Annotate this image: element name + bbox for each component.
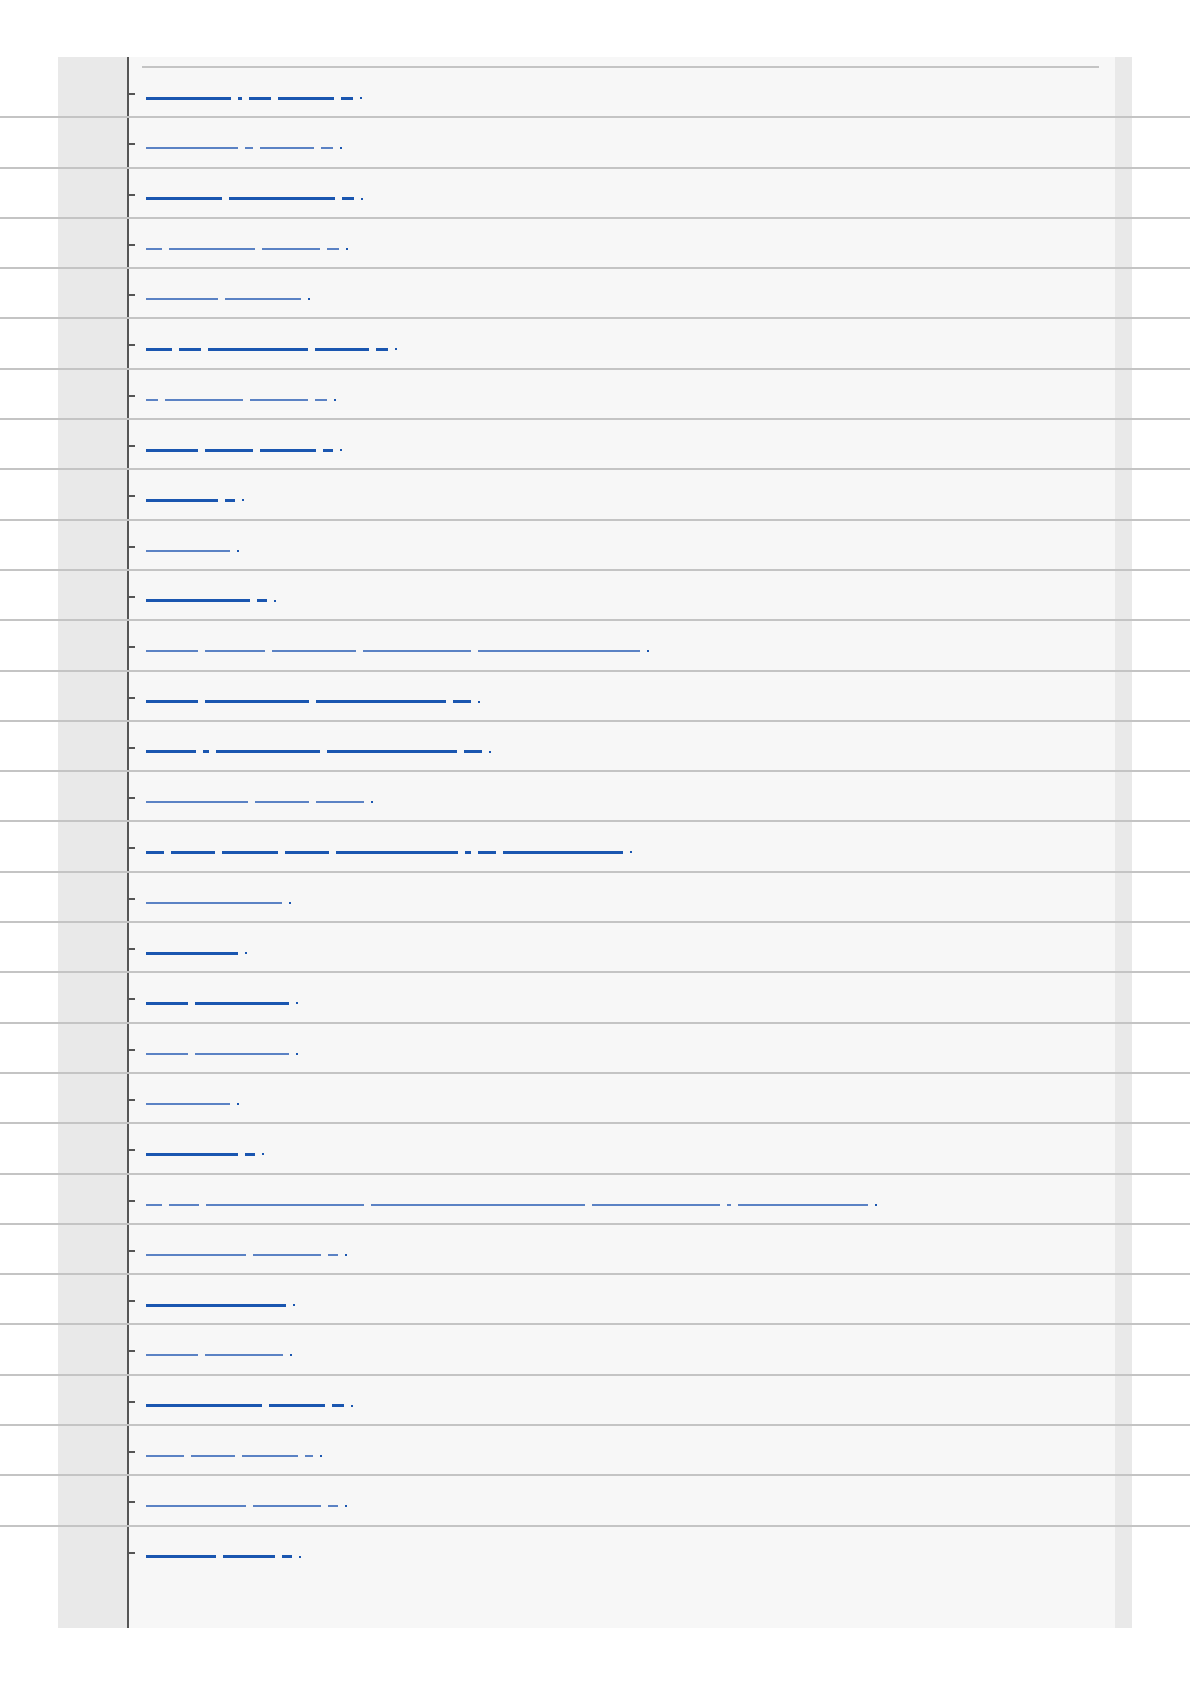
toc-link[interactable] <box>146 1024 298 1072</box>
table-of-contents <box>0 68 1190 1577</box>
toc-list-item <box>0 772 1190 822</box>
toc-link[interactable] <box>146 521 239 569</box>
link-trailing-dot <box>478 701 480 703</box>
link-underline-segment <box>203 750 209 753</box>
link-trailing-dot <box>262 1153 264 1155</box>
link-underline-segment <box>257 599 267 602</box>
toc-list-item <box>0 621 1190 671</box>
link-trailing-dot <box>299 1556 301 1558</box>
link-underline-segment <box>146 700 198 703</box>
tree-branch-tick <box>128 1149 135 1151</box>
link-underline-segment <box>146 147 238 149</box>
toc-link[interactable] <box>146 1426 322 1474</box>
tree-branch-tick <box>128 495 135 497</box>
link-underline-segment <box>245 1153 255 1156</box>
link-underline-segment <box>260 449 316 452</box>
toc-list-item <box>0 1275 1190 1325</box>
link-underline-segment <box>206 1204 364 1206</box>
toc-list-item <box>0 923 1190 973</box>
tree-branch-tick <box>128 93 135 95</box>
toc-link[interactable] <box>146 1074 239 1122</box>
link-trailing-dot <box>340 449 342 451</box>
link-underline-segment <box>146 650 198 652</box>
link-underline-segment <box>146 801 248 803</box>
tree-branch-tick <box>128 1300 135 1302</box>
link-trailing-dot <box>371 801 373 803</box>
link-underline-segment <box>332 1404 344 1407</box>
link-underline-segment <box>592 1204 720 1206</box>
link-underline-segment <box>262 248 320 250</box>
link-underline-segment <box>146 1354 198 1356</box>
link-underline-segment <box>146 197 222 200</box>
link-underline-segment <box>146 550 230 552</box>
tree-branch-tick <box>128 1401 135 1403</box>
link-underline-segment <box>255 801 309 803</box>
link-underline-segment <box>146 97 231 100</box>
tree-branch-tick <box>128 395 135 397</box>
toc-link[interactable] <box>146 68 362 116</box>
link-underline-segment <box>205 1354 283 1356</box>
link-underline-segment <box>478 851 496 854</box>
link-trailing-dot <box>242 499 244 501</box>
link-underline-segment <box>146 1153 238 1156</box>
link-underline-segment <box>376 348 388 351</box>
tree-branch-tick <box>128 1099 135 1101</box>
link-underline-segment <box>195 1053 289 1055</box>
link-underline-segment <box>146 599 250 602</box>
link-underline-segment <box>250 399 308 401</box>
link-underline-segment <box>738 1204 868 1206</box>
toc-list-item <box>0 873 1190 923</box>
link-underline-segment <box>146 1053 188 1055</box>
link-underline-segment <box>171 851 215 854</box>
toc-link[interactable] <box>146 722 491 770</box>
toc-list-item <box>0 219 1190 269</box>
toc-list-item <box>0 1074 1190 1124</box>
link-trailing-dot <box>345 1254 347 1256</box>
toc-link[interactable] <box>146 1175 877 1223</box>
tree-branch-tick <box>128 1501 135 1503</box>
link-underline-segment <box>205 650 265 652</box>
link-trailing-dot <box>630 851 632 853</box>
link-underline-segment <box>253 1505 321 1507</box>
link-underline-segment <box>269 1404 325 1407</box>
toc-link[interactable] <box>146 1527 301 1575</box>
link-trailing-dot <box>296 1053 298 1055</box>
link-underline-segment <box>146 348 172 351</box>
link-underline-segment <box>282 1555 292 1558</box>
tree-branch-tick <box>128 1200 135 1202</box>
link-underline-segment <box>146 1455 184 1457</box>
toc-link[interactable] <box>146 1325 292 1373</box>
link-underline-segment <box>260 147 314 149</box>
toc-link[interactable] <box>146 219 348 267</box>
link-underline-segment <box>315 399 327 401</box>
link-underline-segment <box>146 499 218 502</box>
toc-link[interactable] <box>146 118 342 166</box>
toc-link[interactable] <box>146 672 480 720</box>
toc-link[interactable] <box>146 420 342 468</box>
link-underline-segment <box>195 1002 289 1005</box>
toc-link[interactable] <box>146 1124 264 1172</box>
tree-branch-tick <box>128 244 135 246</box>
link-underline-segment <box>342 197 354 200</box>
toc-link[interactable] <box>146 923 247 971</box>
link-underline-segment <box>225 298 301 300</box>
toc-link[interactable] <box>146 973 298 1021</box>
link-underline-segment <box>229 197 335 200</box>
link-underline-segment <box>727 1204 731 1206</box>
tree-branch-tick <box>128 697 135 699</box>
link-trailing-dot <box>334 399 336 401</box>
link-underline-segment <box>146 449 198 452</box>
link-underline-segment <box>238 97 242 100</box>
link-underline-segment <box>371 1204 585 1206</box>
toc-link[interactable] <box>146 571 276 619</box>
toc-link[interactable] <box>146 1225 347 1273</box>
toc-link[interactable] <box>146 822 632 870</box>
link-trailing-dot <box>395 348 397 350</box>
link-underline-segment <box>503 851 623 854</box>
toc-list-item <box>0 370 1190 420</box>
toc-list-item <box>0 1024 1190 1074</box>
tree-branch-tick <box>128 898 135 900</box>
link-trailing-dot <box>293 1304 295 1306</box>
link-underline-segment <box>285 851 329 854</box>
tree-branch-tick <box>128 847 135 849</box>
tree-branch-tick <box>128 344 135 346</box>
link-trailing-dot <box>290 1354 292 1356</box>
tree-branch-tick <box>128 294 135 296</box>
link-underline-segment <box>327 750 457 753</box>
link-underline-segment <box>341 97 353 100</box>
toc-list-item <box>0 1225 1190 1275</box>
link-underline-segment <box>222 851 278 854</box>
link-trailing-dot <box>489 751 491 753</box>
toc-list-item <box>0 973 1190 1023</box>
link-underline-segment <box>216 750 320 753</box>
link-underline-segment <box>465 851 471 854</box>
tree-branch-tick <box>128 1350 135 1352</box>
link-underline-segment <box>321 147 333 149</box>
toc-list-item <box>0 169 1190 219</box>
link-underline-segment <box>169 1204 199 1206</box>
toc-link[interactable] <box>146 470 244 518</box>
toc-link[interactable] <box>146 772 373 820</box>
toc-link[interactable] <box>146 370 336 418</box>
link-underline-segment <box>305 1455 313 1457</box>
tree-branch-tick <box>128 596 135 598</box>
toc-list-item <box>0 1325 1190 1375</box>
tree-branch-tick <box>128 143 135 145</box>
tree-branch-tick <box>128 194 135 196</box>
toc-list-item <box>0 1124 1190 1174</box>
toc-list-item <box>0 822 1190 872</box>
link-trailing-dot <box>340 147 342 149</box>
link-underline-segment <box>242 1455 298 1457</box>
toc-list-item <box>0 470 1190 520</box>
toc-list-item <box>0 1175 1190 1225</box>
link-underline-segment <box>146 1002 188 1005</box>
link-underline-segment <box>249 97 271 100</box>
toc-list-item <box>0 118 1190 168</box>
link-underline-segment <box>316 700 446 703</box>
link-underline-segment <box>225 499 235 502</box>
tree-branch-tick <box>128 646 135 648</box>
toc-link[interactable] <box>146 1275 295 1323</box>
link-underline-segment <box>315 348 369 351</box>
link-underline-segment <box>191 1455 235 1457</box>
link-underline-segment <box>323 449 333 452</box>
tree-branch-tick <box>128 1250 135 1252</box>
link-underline-segment <box>146 851 164 854</box>
toc-link[interactable] <box>146 873 291 921</box>
link-trailing-dot <box>360 97 362 99</box>
link-underline-segment <box>146 1404 262 1407</box>
link-trailing-dot <box>320 1455 322 1457</box>
tree-branch-tick <box>128 948 135 950</box>
link-underline-segment <box>146 399 158 401</box>
link-underline-segment <box>327 248 339 250</box>
tree-branch-tick <box>128 1049 135 1051</box>
link-underline-segment <box>208 348 308 351</box>
link-underline-segment <box>336 851 458 854</box>
link-trailing-dot <box>289 902 291 904</box>
link-underline-segment <box>464 750 482 753</box>
toc-list-item <box>0 722 1190 772</box>
link-trailing-dot <box>351 1405 353 1407</box>
link-underline-segment <box>253 1254 321 1256</box>
link-underline-segment <box>328 1505 338 1507</box>
link-underline-segment <box>146 952 238 955</box>
toc-link[interactable] <box>146 269 310 317</box>
link-underline-segment <box>146 248 162 250</box>
link-underline-segment <box>146 902 282 904</box>
link-underline-segment <box>146 1204 162 1206</box>
toc-list-item <box>0 1376 1190 1426</box>
link-trailing-dot <box>245 952 247 954</box>
toc-list-item <box>0 319 1190 369</box>
link-trailing-dot <box>647 650 649 652</box>
link-underline-segment <box>223 1555 275 1558</box>
link-underline-segment <box>328 1254 338 1256</box>
link-underline-segment <box>272 650 356 652</box>
tree-branch-tick <box>128 1451 135 1453</box>
link-underline-segment <box>146 298 218 300</box>
link-trailing-dot <box>296 1002 298 1004</box>
link-underline-segment <box>146 1304 286 1307</box>
toc-link[interactable] <box>146 319 397 367</box>
toc-list-item <box>0 1527 1190 1577</box>
toc-list-item <box>0 521 1190 571</box>
link-trailing-dot <box>361 198 363 200</box>
link-underline-segment <box>245 147 253 149</box>
tree-branch-tick <box>128 747 135 749</box>
link-trailing-dot <box>875 1204 877 1206</box>
link-underline-segment <box>205 449 253 452</box>
link-underline-segment <box>179 348 201 351</box>
link-underline-segment <box>146 1555 216 1558</box>
link-underline-segment <box>316 801 364 803</box>
toc-link[interactable] <box>146 1476 347 1524</box>
link-trailing-dot <box>345 1505 347 1507</box>
toc-list-item <box>0 269 1190 319</box>
link-underline-segment <box>363 650 471 652</box>
link-underline-segment <box>278 97 334 100</box>
link-underline-segment <box>453 700 471 703</box>
toc-link[interactable] <box>146 1376 353 1424</box>
tree-branch-tick <box>128 998 135 1000</box>
link-underline-segment <box>146 1103 230 1105</box>
link-underline-segment <box>146 750 196 753</box>
toc-list-item <box>0 420 1190 470</box>
link-underline-segment <box>478 650 640 652</box>
toc-link[interactable] <box>146 169 363 217</box>
link-trailing-dot <box>308 298 310 300</box>
link-underline-segment <box>146 1505 246 1507</box>
toc-list-item <box>0 68 1190 118</box>
tree-branch-tick <box>128 445 135 447</box>
toc-list-item <box>0 1426 1190 1476</box>
link-underline-segment <box>169 248 255 250</box>
toc-link[interactable] <box>146 621 649 669</box>
link-trailing-dot <box>237 550 239 552</box>
tree-branch-tick <box>128 1552 135 1554</box>
link-trailing-dot <box>274 600 276 602</box>
link-underline-segment <box>205 700 309 703</box>
tree-branch-tick <box>128 797 135 799</box>
link-trailing-dot <box>346 248 348 250</box>
tree-branch-tick <box>128 546 135 548</box>
toc-list-item <box>0 672 1190 722</box>
toc-list-item <box>0 571 1190 621</box>
link-trailing-dot <box>237 1103 239 1105</box>
link-underline-segment <box>146 1254 246 1256</box>
link-underline-segment <box>165 399 243 401</box>
toc-list-item <box>0 1476 1190 1526</box>
